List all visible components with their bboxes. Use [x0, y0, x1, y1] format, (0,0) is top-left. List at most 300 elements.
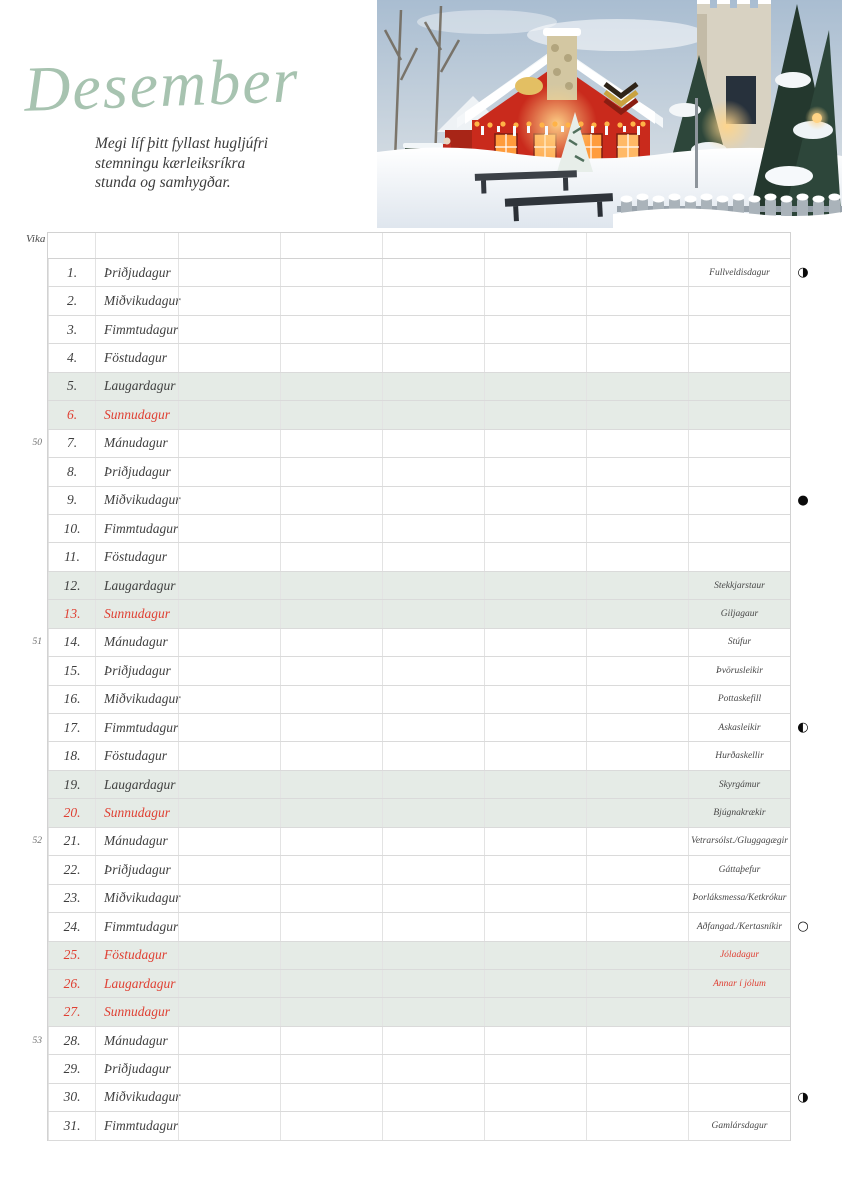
note-cell: [484, 856, 586, 883]
note-cell: [382, 344, 484, 371]
day-number-cell: 23.: [48, 885, 95, 912]
calendar-day-row: [48, 856, 790, 884]
day-number-cell: 14.: [48, 629, 95, 656]
note-cell: [280, 1027, 382, 1054]
event-label-cell: Gáttaþefur: [688, 856, 790, 883]
month-quote: [95, 134, 268, 193]
note-cell: [280, 487, 382, 514]
note-cell: [484, 771, 586, 798]
header-cell: [586, 233, 688, 258]
note-cell: [178, 799, 280, 826]
note-cell: [178, 714, 280, 741]
winter-photo-illustration: [377, 0, 842, 228]
note-cell: [178, 856, 280, 883]
note-cell: [382, 970, 484, 997]
calendar-day-row: [48, 998, 790, 1026]
note-cell: [280, 543, 382, 570]
note-cell: [586, 856, 688, 883]
note-cell: [178, 629, 280, 656]
event-label-cell: Aðfangad./Kertasníkir: [688, 913, 790, 940]
day-name-cell: Mánudagur: [95, 430, 178, 457]
day-name-cell: Mánudagur: [95, 828, 178, 855]
note-cell: [586, 600, 688, 627]
note-cell: [280, 1084, 382, 1111]
note-cell: [484, 714, 586, 741]
week-number: [22, 998, 42, 1025]
note-cell: [484, 885, 586, 912]
day-name-cell: Föstudagur: [95, 543, 178, 570]
week-number: [22, 657, 42, 684]
day-number-cell: 12.: [48, 572, 95, 599]
day-name-cell: Fimmtudagur: [95, 714, 178, 741]
calendar-header-row: [48, 233, 790, 259]
note-cell: [382, 401, 484, 428]
day-name-cell: Laugardagur: [95, 771, 178, 798]
note-cell: [586, 458, 688, 485]
week-number: [22, 856, 42, 883]
note-cell: [280, 287, 382, 314]
event-label-cell: Gamlársdagur: [688, 1112, 790, 1139]
note-cell: [178, 1084, 280, 1111]
week-number: 51: [32, 637, 42, 648]
moon-new-icon: ●: [797, 492, 809, 508]
week-column-label: Vika: [26, 233, 46, 245]
note-cell: [382, 458, 484, 485]
note-cell: [484, 942, 586, 969]
header-cell: [382, 233, 484, 258]
calendar-day-row: [32, 629, 790, 657]
day-name-cell: Sunnudagur: [95, 799, 178, 826]
note-cell: [484, 458, 586, 485]
note-cell: [178, 430, 280, 457]
note-cell: [382, 686, 484, 713]
week-number: [22, 913, 42, 940]
week-number: [22, 1055, 42, 1082]
picket-fence: [613, 194, 842, 229]
day-name-cell: Fimmtudagur: [95, 316, 178, 343]
day-number-cell: 20.: [48, 799, 95, 826]
note-cell: [382, 942, 484, 969]
day-number-cell: 6.: [48, 401, 95, 428]
header-cell: [95, 233, 178, 258]
note-cell: [586, 515, 688, 542]
day-number-cell: 18.: [48, 742, 95, 769]
note-cell: [586, 572, 688, 599]
note-cell: [586, 487, 688, 514]
note-cell: [178, 771, 280, 798]
calendar-day-row: [48, 1084, 809, 1112]
note-cell: [586, 714, 688, 741]
calendar-day-row: [48, 657, 790, 685]
note-cell: [178, 913, 280, 940]
day-name-cell: Laugardagur: [95, 970, 178, 997]
note-cell: [178, 515, 280, 542]
note-cell: [484, 686, 586, 713]
note-cell: [280, 600, 382, 627]
note-cell: [178, 543, 280, 570]
day-number-cell: 19.: [48, 771, 95, 798]
day-name-cell: Þriðjudagur: [95, 657, 178, 684]
event-label-cell: Stúfur: [688, 629, 790, 656]
week-number: [22, 970, 42, 997]
note-cell: [280, 686, 382, 713]
week-number: [22, 487, 42, 514]
calendar-day-row: [48, 287, 790, 315]
note-cell: [484, 742, 586, 769]
note-cell: [484, 515, 586, 542]
note-cell: [280, 344, 382, 371]
note-cell: [382, 430, 484, 457]
note-cell: [280, 942, 382, 969]
note-cell: [382, 259, 484, 286]
note-cell: [586, 629, 688, 656]
week-number: [22, 287, 42, 314]
day-name-cell: Miðvikudagur: [95, 1084, 178, 1111]
calendar-day-row: [48, 942, 790, 970]
event-label-cell: Þorláksmessa/Ketkrókur: [688, 885, 790, 912]
note-cell: [178, 1027, 280, 1054]
note-cell: [484, 572, 586, 599]
note-cell: [280, 742, 382, 769]
day-number-cell: 15.: [48, 657, 95, 684]
event-label-cell: [688, 373, 790, 400]
note-cell: [484, 373, 586, 400]
note-cell: [484, 657, 586, 684]
note-cell: [586, 998, 688, 1025]
note-cell: [382, 828, 484, 855]
day-number-cell: 13.: [48, 600, 95, 627]
note-cell: [382, 287, 484, 314]
note-cell: [382, 885, 484, 912]
note-cell: [178, 1112, 280, 1139]
note-cell: [484, 1084, 586, 1111]
note-cell: [484, 1055, 586, 1082]
note-cell: [382, 572, 484, 599]
day-name-cell: Miðvikudagur: [95, 287, 178, 314]
note-cell: [586, 259, 688, 286]
week-number: [22, 714, 42, 741]
event-label-cell: Skyrgámur: [688, 771, 790, 798]
note-cell: [484, 401, 586, 428]
note-cell: [382, 856, 484, 883]
day-name-cell: Fimmtudagur: [95, 1112, 178, 1139]
note-cell: [280, 657, 382, 684]
calendar-day-row: [48, 742, 790, 770]
note-cell: [586, 543, 688, 570]
note-cell: [382, 1112, 484, 1139]
day-name-cell: Miðvikudagur: [95, 885, 178, 912]
event-label-cell: Jóladagur: [688, 942, 790, 969]
week-number: 53: [32, 1035, 42, 1046]
calendar-day-row: [48, 1055, 790, 1083]
note-cell: [382, 913, 484, 940]
week-number: [22, 572, 42, 599]
note-cell: [280, 458, 382, 485]
note-cell: [484, 629, 586, 656]
note-cell: [484, 487, 586, 514]
calendar-day-row: [48, 487, 809, 515]
event-label-cell: [688, 316, 790, 343]
note-cell: [280, 998, 382, 1025]
note-cell: [586, 1027, 688, 1054]
note-cell: [382, 487, 484, 514]
note-cell: [280, 316, 382, 343]
calendar-day-row: [48, 373, 790, 401]
note-cell: [382, 515, 484, 542]
day-name-cell: Fimmtudagur: [95, 913, 178, 940]
calendar-day-row: [48, 714, 809, 742]
note-cell: [484, 1027, 586, 1054]
moon-full-icon: ○: [797, 919, 809, 935]
note-cell: [586, 344, 688, 371]
calendar-day-row: [48, 600, 790, 628]
note-cell: [178, 970, 280, 997]
note-cell: [484, 600, 586, 627]
note-cell: [280, 629, 382, 656]
moon-last-quarter-icon: ◑: [797, 265, 809, 281]
note-cell: [178, 373, 280, 400]
quote-line: Megi líf þitt fyllast hugljúfri: [95, 135, 269, 152]
week-number: [22, 401, 42, 428]
note-cell: [586, 1084, 688, 1111]
day-number-cell: 11.: [48, 543, 95, 570]
day-number-cell: 21.: [48, 828, 95, 855]
calendar-day-row: [48, 799, 790, 827]
day-number-cell: 1.: [48, 259, 95, 286]
week-number: [22, 742, 42, 769]
note-cell: [382, 543, 484, 570]
note-cell: [178, 487, 280, 514]
note-cell: [280, 885, 382, 912]
note-cell: [280, 572, 382, 599]
header-cell: [48, 233, 95, 258]
day-name-cell: Mánudagur: [95, 1027, 178, 1054]
month-title: Desember: [22, 44, 301, 125]
week-number: [22, 373, 42, 400]
note-cell: [280, 913, 382, 940]
week-number: [22, 799, 42, 826]
calendar-day-row: [48, 686, 790, 714]
quote-line: stunda og samhygðar.: [95, 174, 231, 191]
note-cell: [178, 572, 280, 599]
moon-last-quarter-icon: ◑: [797, 1089, 809, 1105]
day-name-cell: Sunnudagur: [95, 998, 178, 1025]
note-cell: [382, 799, 484, 826]
calendar-day-row: [32, 1027, 790, 1055]
week-number: [22, 344, 42, 371]
note-cell: [382, 600, 484, 627]
note-cell: [382, 1027, 484, 1054]
note-cell: [586, 970, 688, 997]
note-cell: [484, 998, 586, 1025]
day-name-cell: Þriðjudagur: [95, 856, 178, 883]
note-cell: [382, 373, 484, 400]
day-number-cell: 30.: [48, 1084, 95, 1111]
quote-line: stemningu kærleiksríkra: [95, 154, 246, 172]
calendar-day-row: [48, 970, 790, 998]
week-number: [22, 316, 42, 343]
note-cell: [280, 430, 382, 457]
note-cell: [484, 828, 586, 855]
note-cell: [382, 714, 484, 741]
event-label-cell: [688, 515, 790, 542]
note-cell: [484, 543, 586, 570]
calendar-rows: [32, 259, 809, 1141]
event-label-cell: Bjúgnakrækir: [688, 799, 790, 826]
note-cell: [586, 1055, 688, 1082]
header-cell: [178, 233, 280, 258]
calendar-day-row: [32, 430, 790, 458]
week-number: [22, 543, 42, 570]
week-number: 52: [32, 836, 42, 847]
note-cell: [178, 401, 280, 428]
day-number-cell: 3.: [48, 316, 95, 343]
day-number-cell: 25.: [48, 942, 95, 969]
day-number-cell: 5.: [48, 373, 95, 400]
note-cell: [484, 913, 586, 940]
week-number: [22, 458, 42, 485]
event-label-cell: Þvörusleikir: [688, 657, 790, 684]
day-name-cell: Föstudagur: [95, 942, 178, 969]
pole: [695, 98, 698, 188]
event-label-cell: Annar í jólum: [688, 970, 790, 997]
event-label-cell: Giljagaur: [688, 600, 790, 627]
day-name-cell: Laugardagur: [95, 373, 178, 400]
event-label-cell: [688, 543, 790, 570]
week-number: [22, 942, 42, 969]
note-cell: [484, 1112, 586, 1139]
day-number-cell: 29.: [48, 1055, 95, 1082]
calendar-day-row: [48, 259, 809, 287]
header-cell: [688, 233, 790, 258]
day-name-cell: Laugardagur: [95, 572, 178, 599]
calendar-day-row: [48, 572, 790, 600]
calendar-day-row: [48, 543, 790, 571]
day-name-cell: Miðvikudagur: [95, 686, 178, 713]
calendar-day-row: [48, 771, 790, 799]
note-cell: [382, 629, 484, 656]
note-cell: [484, 970, 586, 997]
note-cell: [586, 316, 688, 343]
note-cell: [178, 344, 280, 371]
calendar-day-row: [48, 344, 790, 372]
note-cell: [382, 998, 484, 1025]
event-label-cell: [688, 458, 790, 485]
day-number-cell: 17.: [48, 714, 95, 741]
week-number: [22, 771, 42, 798]
note-cell: [586, 401, 688, 428]
note-cell: [382, 771, 484, 798]
note-cell: [586, 1112, 688, 1139]
note-cell: [586, 799, 688, 826]
note-cell: [280, 828, 382, 855]
header-cell: [280, 233, 382, 258]
calendar-day-row: [48, 316, 790, 344]
week-number: [22, 1084, 42, 1111]
day-name-cell: Þriðjudagur: [95, 458, 178, 485]
event-label-cell: [688, 1084, 790, 1111]
note-cell: [178, 316, 280, 343]
note-cell: [280, 1112, 382, 1139]
note-cell: [280, 259, 382, 286]
note-cell: [484, 344, 586, 371]
calendar-day-row: [48, 913, 809, 941]
week-number: [22, 259, 42, 286]
note-cell: [178, 686, 280, 713]
note-cell: [178, 1055, 280, 1082]
event-label-cell: Vetrarsólst./Gluggagægir: [688, 828, 790, 855]
moon-first-quarter-icon: ◐: [797, 720, 809, 736]
day-name-cell: Föstudagur: [95, 742, 178, 769]
event-label-cell: [688, 344, 790, 371]
note-cell: [178, 998, 280, 1025]
note-cell: [178, 942, 280, 969]
note-cell: [586, 686, 688, 713]
event-label-cell: [688, 287, 790, 314]
calendar-day-row: [48, 458, 790, 486]
week-number: [22, 515, 42, 542]
day-number-cell: 8.: [48, 458, 95, 485]
day-number-cell: 24.: [48, 913, 95, 940]
day-number-cell: 10.: [48, 515, 95, 542]
note-cell: [382, 742, 484, 769]
day-number-cell: 2.: [48, 287, 95, 314]
note-cell: [280, 401, 382, 428]
note-cell: [178, 600, 280, 627]
day-number-cell: 26.: [48, 970, 95, 997]
day-number-cell: 28.: [48, 1027, 95, 1054]
note-cell: [586, 430, 688, 457]
note-cell: [280, 373, 382, 400]
event-label-cell: [688, 430, 790, 457]
note-cell: [586, 287, 688, 314]
note-cell: [586, 942, 688, 969]
note-cell: [586, 771, 688, 798]
note-cell: [382, 657, 484, 684]
calendar-day-row: [48, 401, 790, 429]
day-name-cell: Þriðjudagur: [95, 1055, 178, 1082]
note-cell: [280, 970, 382, 997]
week-number: [22, 885, 42, 912]
event-label-cell: [688, 401, 790, 428]
note-cell: [280, 1055, 382, 1082]
day-name-cell: Þriðjudagur: [95, 259, 178, 286]
note-cell: [280, 771, 382, 798]
note-cell: [484, 287, 586, 314]
calendar-day-row: [48, 1112, 790, 1140]
note-cell: [586, 885, 688, 912]
note-cell: [586, 742, 688, 769]
day-name-cell: Föstudagur: [95, 344, 178, 371]
note-cell: [586, 657, 688, 684]
note-cell: [484, 799, 586, 826]
day-name-cell: Sunnudagur: [95, 600, 178, 627]
day-number-cell: 22.: [48, 856, 95, 883]
note-cell: [178, 742, 280, 769]
note-cell: [178, 259, 280, 286]
note-cell: [382, 1055, 484, 1082]
note-cell: [586, 373, 688, 400]
day-number-cell: 31.: [48, 1112, 95, 1139]
event-label-cell: Fullveldisdagur: [688, 259, 790, 286]
day-name-cell: Fimmtudagur: [95, 515, 178, 542]
week-number: [22, 686, 42, 713]
event-label-cell: [688, 1027, 790, 1054]
note-cell: [280, 515, 382, 542]
calendar-day-row: [48, 885, 790, 913]
event-label-cell: Hurðaskellir: [688, 742, 790, 769]
day-number-cell: 4.: [48, 344, 95, 371]
